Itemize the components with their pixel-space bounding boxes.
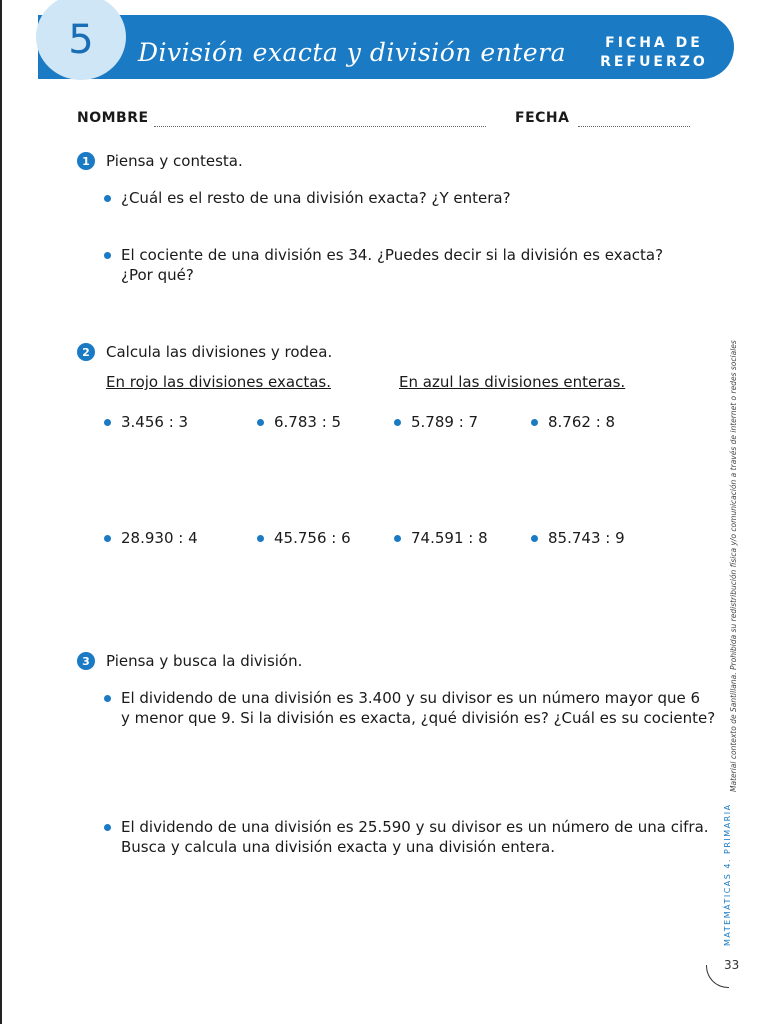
exact-divisions-label: En rojo las divisiones exactas.: [106, 373, 331, 391]
section-1-heading: [77, 152, 243, 170]
division-item[interactable]: [531, 413, 615, 431]
bullet-icon: [257, 535, 264, 542]
bullet-icon: [104, 195, 111, 202]
bullet-icon: [104, 535, 111, 542]
division-text: 3.456 : 3: [121, 413, 189, 431]
section-1-number: 1: [77, 152, 95, 170]
division-text: 6.783 : 5: [274, 413, 342, 431]
section-1-title: Piensa y contesta.: [106, 152, 243, 170]
bullet-icon: [104, 419, 111, 426]
question-3b: [104, 817, 709, 857]
series-text: MATEMÁTICAS 4. PRIMARIA: [723, 803, 732, 946]
date-label: FECHA: [515, 110, 570, 126]
copyright-text: Material contexto de Santillana. Prohibida su redistribución física y/o comunicación a través de internet o redes sociales: [729, 340, 738, 792]
division-item[interactable]: [531, 529, 625, 547]
page-title: División exacta y división entera: [138, 38, 566, 67]
section-3-number: 3: [77, 652, 95, 670]
question-1b-text-line1: El cociente de una división es 34. ¿Puedes decir si la división es exacta?: [121, 246, 664, 264]
division-item[interactable]: [394, 413, 478, 431]
division-item[interactable]: [257, 529, 351, 547]
section-2-title: Calcula las divisiones y rodea.: [106, 343, 333, 361]
whole-divisions-label: En azul las divisiones enteras.: [399, 373, 626, 391]
bullet-icon: [394, 535, 401, 542]
division-text: 5.789 : 7: [411, 413, 479, 431]
page-number: 33: [724, 958, 740, 972]
question-3b-text-line1: El dividendo de una división es 25.590 y su divisor es un número de una cifra.: [121, 818, 709, 836]
worksheet-type-badge: [598, 34, 710, 72]
division-text: 85.743 : 9: [548, 529, 625, 547]
section-3-heading: [77, 652, 302, 670]
section-2-heading: [77, 343, 332, 361]
page-edge: [0, 0, 2, 1024]
unit-number: 5: [68, 17, 94, 63]
question-3b-text-line2: Busca y calcula una división exacta y una división entera.: [121, 838, 555, 856]
name-label: NOMBRE: [77, 110, 149, 126]
bullet-icon: [104, 252, 111, 259]
division-text: 74.591 : 8: [411, 529, 488, 547]
division-item[interactable]: [257, 413, 341, 431]
badge-line-1: FICHA DE: [605, 35, 703, 51]
badge-line-2: REFUERZO: [600, 54, 708, 70]
question-3a-text-line2: y menor que 9. Si la división es exacta, ¿qué división es? ¿Cuál es su cociente?: [121, 709, 716, 727]
copyright-notice: [726, 340, 740, 792]
question-1b-text-line2: ¿Por qué?: [121, 266, 194, 284]
date-field[interactable]: [578, 126, 690, 127]
question-3a: [104, 688, 715, 728]
division-item[interactable]: [394, 529, 488, 547]
section-2-number: 2: [77, 343, 95, 361]
division-item[interactable]: [104, 413, 188, 431]
division-item[interactable]: [104, 529, 198, 547]
bullet-icon: [531, 535, 538, 542]
division-text: 45.756 : 6: [274, 529, 351, 547]
question-1a-text: ¿Cuál es el resto de una división exacta? ¿Y entera?: [121, 189, 511, 207]
bullet-icon: [257, 419, 264, 426]
bullet-icon: [394, 419, 401, 426]
name-field[interactable]: [154, 126, 486, 127]
page-corner-decoration: [706, 965, 729, 988]
bullet-icon: [531, 419, 538, 426]
question-3a-text-line1: El dividendo de una división es 3.400 y su divisor es un número mayor que 6: [121, 689, 701, 707]
question-1b: [104, 245, 663, 285]
section-3-title: Piensa y busca la división.: [106, 652, 303, 670]
bullet-icon: [104, 824, 111, 831]
division-text: 28.930 : 4: [121, 529, 198, 547]
series-label: [720, 803, 734, 946]
division-text: 8.762 : 8: [548, 413, 616, 431]
question-1a: [104, 188, 511, 208]
bullet-icon: [104, 695, 111, 702]
